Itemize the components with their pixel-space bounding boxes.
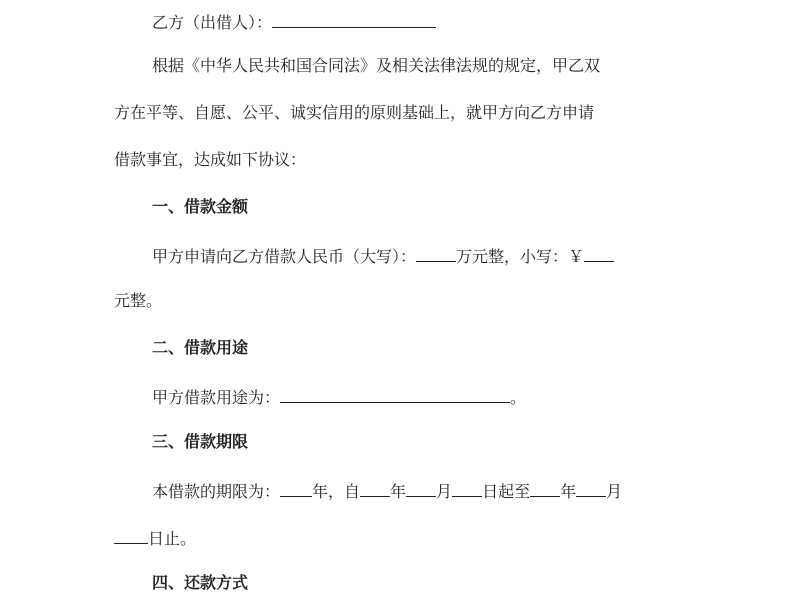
- preamble-line-3: 借款事宜，达成如下协议：: [114, 150, 307, 169]
- amount-lowercase-label: 万元整，小写：￥: [456, 247, 585, 266]
- end-month-suffix: 月: [606, 482, 623, 501]
- term-label: 本借款的期限为：: [152, 482, 281, 501]
- amount-uppercase-blank: [416, 243, 456, 262]
- end-year-blank: [530, 478, 560, 497]
- term-years-suffix: 年，自: [312, 482, 361, 501]
- section-1-heading: 一、借款金额: [152, 197, 249, 216]
- section-3-term-line: [152, 478, 622, 503]
- end-day-blank: [114, 525, 148, 544]
- start-day-suffix: 日起至: [482, 482, 531, 501]
- start-year-blank: [360, 478, 390, 497]
- end-day-suffix: 日止。: [148, 529, 197, 548]
- section-3-heading: 三、借款期限: [152, 432, 249, 451]
- purpose-blank: [280, 384, 510, 403]
- section-3-term-end: [114, 525, 196, 550]
- end-month-blank: [576, 478, 606, 497]
- amount-uppercase-label: 甲方申请向乙方借款人民币（大写）：: [152, 247, 417, 266]
- purpose-period: 。: [510, 388, 527, 407]
- end-year-suffix: 年: [560, 482, 577, 501]
- lender-name-blank: [272, 9, 436, 28]
- section-2-purpose-line: [152, 384, 526, 409]
- purpose-label: 甲方借款用途为：: [152, 388, 281, 407]
- section-1-amount-line: [152, 243, 614, 268]
- start-month-suffix: 月: [436, 482, 453, 501]
- amount-lowercase-blank: [584, 243, 614, 262]
- section-4-heading: 四、还款方式: [152, 573, 249, 592]
- preamble-line-1: 根据《中华人民共和国合同法》及相关法律法规的规定，甲乙双: [152, 56, 601, 75]
- section-2-heading: 二、借款用途: [152, 338, 249, 357]
- section-1-amount-end: 元整。: [114, 291, 163, 310]
- term-years-blank: [280, 478, 312, 497]
- start-month-blank: [406, 478, 436, 497]
- lender-label: 乙方（出借人）：: [152, 13, 273, 32]
- preamble-line-2: 方在平等、自愿、公平、诚实信用的原则基础上，就甲方向乙方申请: [114, 103, 595, 122]
- lender-line: [152, 9, 436, 34]
- start-year-suffix: 年: [390, 482, 407, 501]
- start-day-blank: [452, 478, 482, 497]
